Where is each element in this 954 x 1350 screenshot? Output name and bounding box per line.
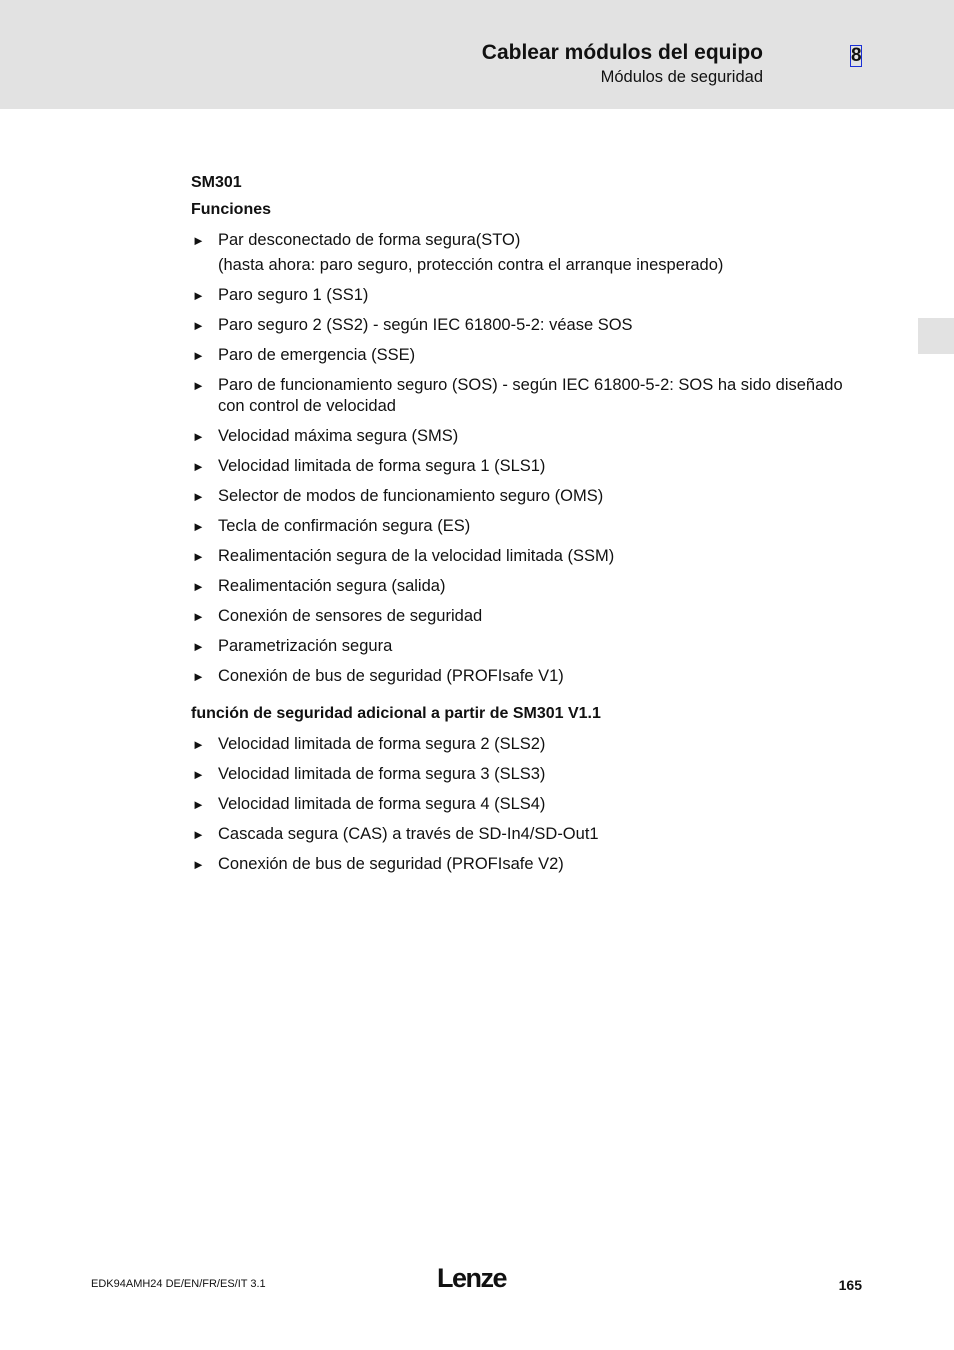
bullet-arrow-icon: ►: [192, 797, 205, 812]
bullet-arrow-icon: ►: [192, 318, 205, 333]
list-item: [191, 824, 871, 845]
bullet-arrow-icon: ►: [192, 737, 205, 752]
list-item-text: Velocidad limitada de forma segura 1 (SLS1): [218, 457, 546, 475]
bullet-arrow-icon: ►: [192, 429, 205, 444]
list-item-text: Paro de funcionamiento seguro (SOS) - según IEC 61800-5-2: SOS ha sido diseñado: [218, 376, 843, 394]
additional-heading: función de seguridad adicional a partir de SM301 V1.1: [191, 705, 601, 722]
bullet-arrow-icon: ►: [192, 549, 205, 564]
list-item: [191, 666, 871, 687]
list-item: [191, 516, 871, 537]
section-subtitle: Módulos de seguridad: [600, 68, 763, 86]
functions-list: [191, 230, 871, 687]
list-item-text: Conexión de bus de seguridad (PROFIsafe V1): [218, 667, 564, 685]
list-item-text-continued: (hasta ahora: paro seguro, protección contra el arranque inesperado): [218, 256, 724, 274]
page-number: 165: [838, 1277, 862, 1293]
list-item: [191, 375, 871, 417]
bullet-arrow-icon: ►: [192, 767, 205, 782]
chapter-number: 8: [851, 45, 862, 66]
document-code: EDK94AMH24 DE/EN/FR/ES/IT 3.1: [91, 1278, 266, 1290]
lenze-logo: Lenze: [437, 1263, 507, 1293]
chapter-title: Cablear módulos del equipo: [481, 41, 763, 64]
list-item: [191, 230, 871, 276]
list-item-text: Tecla de confirmación segura (ES): [218, 517, 471, 535]
page-content: [191, 172, 871, 875]
list-item: [191, 486, 871, 507]
list-item: [191, 734, 871, 755]
chapter-side-tab: [918, 318, 954, 354]
bullet-arrow-icon: ►: [192, 579, 205, 594]
bullet-arrow-icon: ►: [192, 489, 205, 504]
bullet-arrow-icon: ►: [192, 348, 205, 363]
list-item: [191, 854, 871, 875]
bullet-arrow-icon: ►: [192, 669, 205, 684]
bullet-arrow-icon: ►: [192, 519, 205, 534]
list-item-text-continued: con control de velocidad: [218, 397, 396, 415]
list-item-text: Paro seguro 2 (SS2) - según IEC 61800-5-2: véase SOS: [218, 316, 633, 334]
list-item-text: Paro de emergencia (SSE): [218, 346, 416, 364]
list-item-text: Cascada segura (CAS) a través de SD-In4/SD-Out1: [218, 825, 599, 843]
list-item: [191, 794, 871, 815]
list-item-text: Velocidad limitada de forma segura 2 (SLS2): [218, 735, 546, 753]
bullet-arrow-icon: ►: [192, 639, 205, 654]
list-item: [191, 315, 871, 336]
bullet-arrow-icon: ►: [192, 857, 205, 872]
module-title: SM301: [191, 174, 242, 191]
list-item: [191, 576, 871, 597]
page-header: [0, 0, 954, 109]
list-item: [191, 345, 871, 366]
list-item: [191, 426, 871, 447]
list-item: [191, 636, 871, 657]
list-item-text: Realimentación segura de la velocidad limitada (SSM): [218, 547, 615, 565]
list-item-text: Paro seguro 1 (SS1): [218, 286, 369, 304]
list-item-text: Realimentación segura (salida): [218, 577, 446, 595]
bullet-arrow-icon: ►: [192, 233, 205, 248]
additional-functions-list: [191, 734, 871, 875]
list-item: [191, 546, 871, 567]
bullet-arrow-icon: ►: [192, 288, 205, 303]
list-item: [191, 456, 871, 477]
list-item-text: Conexión de sensores de seguridad: [218, 607, 483, 625]
list-item-text: Velocidad limitada de forma segura 3 (SLS3): [218, 765, 546, 783]
list-item-text: Parametrización segura: [218, 637, 393, 655]
list-item-text: Selector de modos de funcionamiento seguro (OMS): [218, 487, 604, 505]
bullet-arrow-icon: ►: [192, 459, 205, 474]
functions-heading: Funciones: [191, 201, 272, 218]
list-item-text: Conexión de bus de seguridad (PROFIsafe V2): [218, 855, 564, 873]
bullet-arrow-icon: ►: [192, 827, 205, 842]
bullet-arrow-icon: ►: [192, 609, 205, 624]
list-item-text: Velocidad limitada de forma segura 4 (SLS4): [218, 795, 546, 813]
list-item: [191, 285, 871, 306]
list-item: [191, 764, 871, 785]
bullet-arrow-icon: ►: [192, 378, 205, 393]
list-item: [191, 606, 871, 627]
list-item-text: Par desconectado de forma segura(STO): [218, 231, 521, 249]
list-item-text: Velocidad máxima segura (SMS): [218, 427, 459, 445]
